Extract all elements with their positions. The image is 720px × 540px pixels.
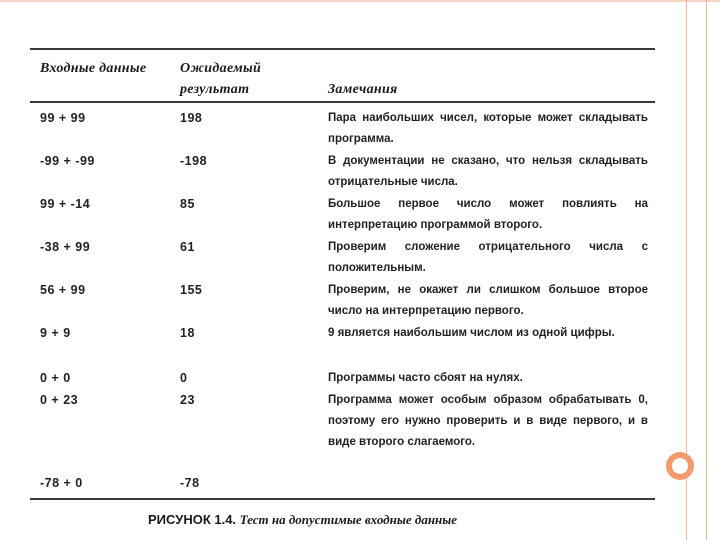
accent-circle-inner xyxy=(672,458,688,474)
cell-expected: 155 xyxy=(180,283,203,297)
cell-input: 99 + 99 xyxy=(40,111,86,125)
figure-caption xyxy=(148,510,648,530)
cell-input: -38 + 99 xyxy=(40,240,91,254)
cell-note: Пара наибольших чисел, которые может складывать программа. xyxy=(328,112,648,145)
cell-note: Большое первое число может повлиять на интерпретацию программой второго. xyxy=(328,198,648,231)
header-input: Входные данные xyxy=(40,61,147,76)
table-bottom-rule xyxy=(30,498,655,500)
table-header-rule xyxy=(30,101,655,103)
cell-note: Программы часто сбоят на нулях. xyxy=(328,372,523,384)
cell-note: Программа может особым образом обрабатывать 0, поэтому его нужно проверить и в виде первого, и в виде второго слагаемого. xyxy=(328,394,648,448)
caption-label: РИСУНОК 1.4. xyxy=(148,512,237,527)
cell-expected: 198 xyxy=(180,111,203,125)
slide-top-border xyxy=(0,0,720,2)
cell-input: 9 + 9 xyxy=(40,326,71,340)
cell-expected: 85 xyxy=(180,197,195,211)
cell-note: Проверим, не окажет ли слишком большое второе число на интерпретацию первого. xyxy=(328,284,648,317)
cell-expected: 18 xyxy=(180,326,195,340)
cell-input: 0 + 23 xyxy=(40,393,79,407)
scanned-table xyxy=(30,48,655,500)
cell-input: 0 + 0 xyxy=(40,371,71,385)
caption-text: Тест на допустимые входные данные xyxy=(239,512,458,527)
cell-expected: 23 xyxy=(180,393,195,407)
cell-expected: -78 xyxy=(180,476,200,490)
slide-right-border-outer xyxy=(706,0,707,540)
header-notes: Замечания xyxy=(328,82,398,97)
cell-input: -78 + 0 xyxy=(40,476,83,490)
cell-input: 56 + 99 xyxy=(40,283,86,297)
table-top-rule xyxy=(30,48,655,50)
cell-note: Проверим сложение отрицательного числа с положительным. xyxy=(328,241,648,274)
cell-expected: -198 xyxy=(180,154,208,168)
cell-input: 99 + -14 xyxy=(40,197,91,211)
cell-note: 9 является наибольшим числом из одной цифры. xyxy=(328,327,615,339)
header-expected: Ожидаемый результат xyxy=(180,61,262,97)
cell-note: В документации не сказано, что нельзя складывать отрицательные числа. xyxy=(328,155,648,188)
cell-expected: 0 xyxy=(180,371,188,385)
cell-input: -99 + -99 xyxy=(40,154,95,168)
cell-expected: 61 xyxy=(180,240,195,254)
